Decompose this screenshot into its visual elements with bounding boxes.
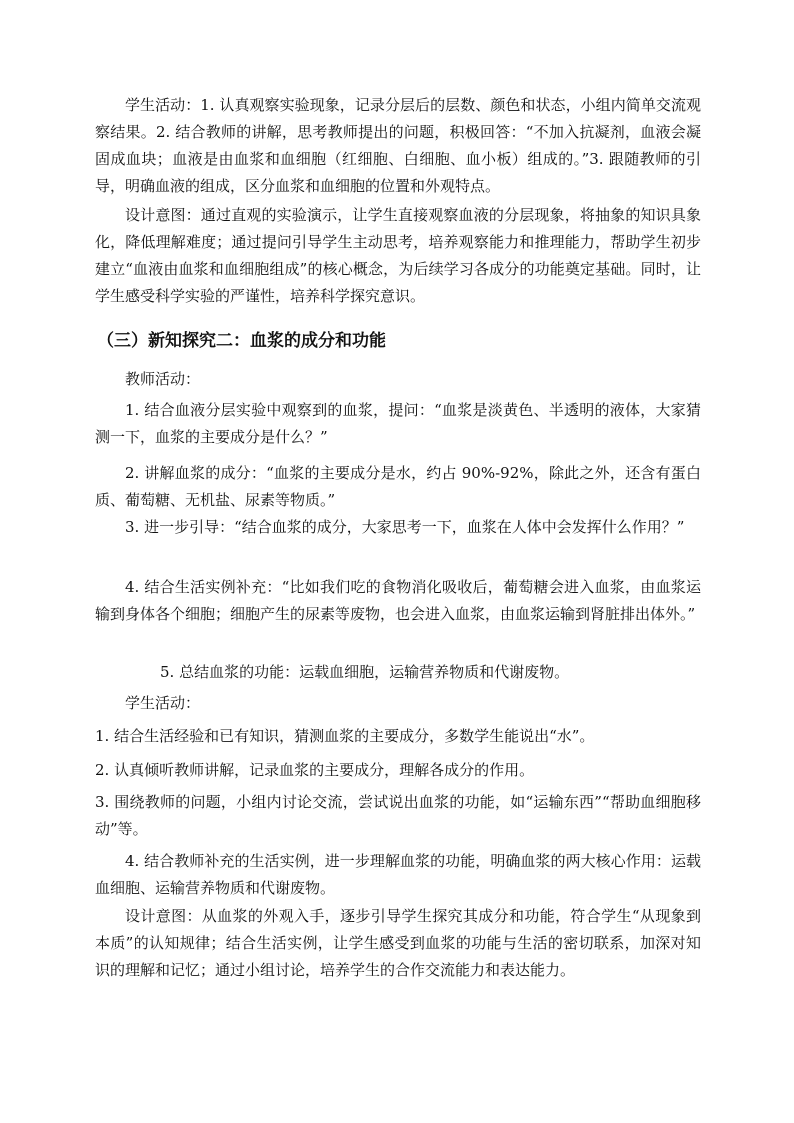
design-intent-paragraph-1: 设计意图：通过直观的实验演示，让学生直接观察血液的分层现象，将抽象的知识具象化，降低理解难度；通过提问引导学生主动思考，培养观察能力和推理能力，帮助学生初步建立“血液由血浆和血细胞组成”的核心概念，为后续学习各成分的功能奠定基础。同时，让学生感受科学实验的严谨性，培养科学探究意识。	[95, 206, 701, 305]
student-step-3: 3. 围绕教师的问题，小组内讨论交流，尝试说出血浆的功能，如“运输东西”“帮助血细胞移动”等。	[95, 793, 701, 838]
teacher-step-3: 3. 进一步引导：“结合血浆的成分，大家思考一下，血浆在人体中会发挥什么作用？”	[125, 518, 685, 536]
student-activity-paragraph-1: 学生活动：1. 认真观察实验现象，记录分层后的层数、颜色和状态，小组内简单交流观察结果。2. 结合教师的讲解，思考教师提出的问题，积极回答：“不加入抗凝剂，血液会凝固成血块；血液是由血浆和血细胞（红细胞、白细胞、血小板）组成的。”3. 跟随教师的引导，明确血液的组成，区分血浆和血细胞的位置和外观特点。	[95, 96, 701, 195]
teacher-step-1: 1. 结合血液分层实验中观察到的血浆，提问：“血浆是淡黄色、半透明的液体，大家猜测一下，血浆的主要成分是什么？”	[95, 401, 701, 446]
teacher-step-2: 2. 讲解血浆的成分：“血浆的主要成分是水，约占 90%-92%，除此之外，还含有蛋白质、葡萄糖、无机盐、尿素等物质。”	[95, 464, 701, 509]
teacher-activity-label: 教师活动：	[125, 370, 201, 388]
teacher-step-4: 4. 结合生活实例补充：“比如我们吃的食物消化吸收后，葡萄糖会进入血浆，由血浆运输到身体各个细胞；细胞产生的尿素等废物，也会进入血浆，由血浆运输到肾脏排出体外。”	[95, 578, 701, 623]
student-step-4: 4. 结合教师补充的生活实例，进一步理解血浆的功能，明确血浆的两大核心作用：运载血细胞、运输营养物质和代谢废物。	[95, 852, 701, 897]
student-step-2: 2. 认真倾听教师讲解，记录血浆的主要成分，理解各成分的作用。	[95, 761, 535, 779]
section-heading: （三）新知探究二：血浆的成分和功能	[97, 331, 386, 351]
teacher-step-5: 5. 总结血浆的功能：运载血细胞，运输营养物质和代谢废物。	[160, 663, 570, 681]
design-intent-paragraph-2: 设计意图：从血浆的外观入手，逐步引导学生探究其成分和功能，符合学生“从现象到本质”的认知规律；结合生活实例，让学生感受到血浆的功能与生活的密切联系，加深对知识的理解和记忆；通过小组讨论，培养学生的合作交流能力和表达能力。	[95, 907, 701, 979]
student-step-1: 1. 结合生活经验和已有知识，猜测血浆的主要成分，多数学生能说出“水”。	[95, 727, 595, 745]
student-activity-label: 学生活动：	[125, 694, 201, 712]
